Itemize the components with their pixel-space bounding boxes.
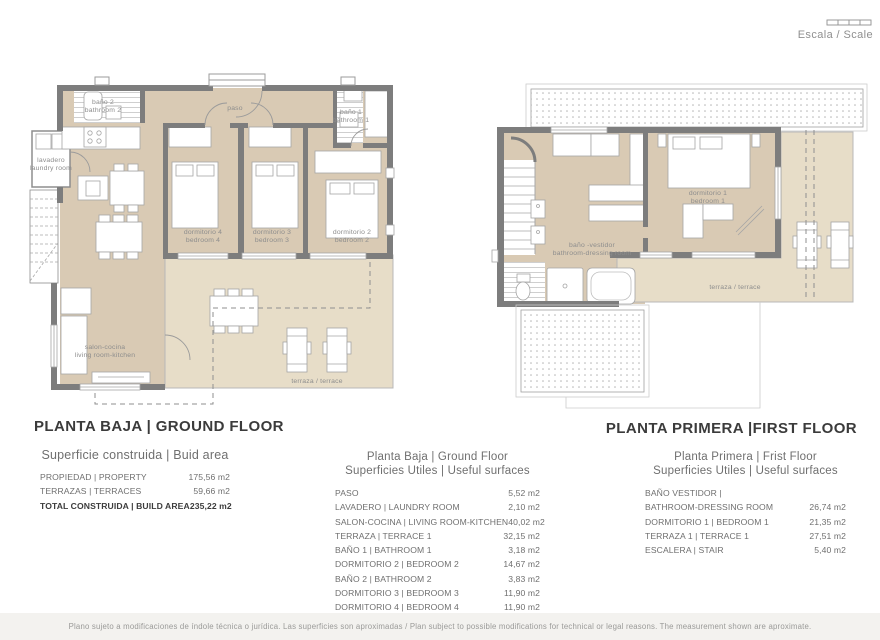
table-row: BAÑO 1 | BATHROOM 1 3,18 m2 bbox=[335, 545, 540, 556]
table-row: BAÑO 2 | BATHROOM 2 3,83 m2 bbox=[335, 573, 540, 584]
table-row: DORMITORIO 3 | BEDROOM 3 11,90 m2 bbox=[335, 588, 540, 599]
room-label-bedroom2: dormitorio 2 bedroom 2 bbox=[332, 229, 372, 244]
footer-disclaimer: Plano sujeto a modificaciones de índole técnica o jurídica. Las superficies son aproximadas / Plan subject to possible modifications for technical or legal reasons. The measurement shown are aproximate. bbox=[68, 622, 812, 631]
table-row: TERRAZA | TERRACE 1 32,15 m2 bbox=[335, 530, 540, 541]
room-label-bath-dressing: baño -vestidor bathroom-dressing room bbox=[552, 242, 632, 257]
build-area-table bbox=[40, 448, 230, 513]
first-floor-title: PLANTA PRIMERA |FIRST FLOOR bbox=[605, 420, 857, 437]
gf-table-title-line1: Planta Baja | Ground Floor bbox=[366, 451, 509, 463]
room-label-gf-terrace: terraza / terrace bbox=[291, 378, 343, 385]
table-row: TERRAZA 1 | TERRACE 1 27,51 m2 bbox=[645, 530, 846, 541]
table-row: ESCALERA | STAIR 5,40 m2 bbox=[645, 545, 846, 556]
first-floor-bath bbox=[503, 262, 635, 304]
room-label-living: salon-cocina living room-kitchen bbox=[74, 344, 136, 359]
table-row: LAVADERO | LAUNDRY ROOM 2,10 m2 bbox=[335, 502, 540, 513]
room-label-paso: paso bbox=[227, 105, 243, 112]
table-row: DORMITORIO 2 | BEDROOM 2 14,67 m2 bbox=[335, 559, 540, 570]
room-label-laundry: lavadero laundry room bbox=[29, 157, 73, 172]
table-row: TERRAZAS | TERRACES 59,66 m2 bbox=[40, 486, 230, 497]
room-label-bedroom4: dormitorio 4 bedroom 4 bbox=[183, 229, 223, 244]
table-row: PASO 5,52 m2 bbox=[335, 488, 540, 498]
ff-table-title-line1: Planta Primera | Frist Floor bbox=[674, 451, 817, 463]
table-row: BAÑO VESTIDOR | bbox=[645, 488, 722, 498]
room-label-bathroom2: baño 2 bathroom 2 bbox=[84, 99, 122, 114]
table-row: SALON-COCINA | LIVING ROOM-KITCHEN 40,02 m2 bbox=[335, 516, 545, 527]
ff-table-title-line2: Superficies Utiles | Useful surfaces bbox=[653, 465, 838, 477]
first-floor-plan-drawing bbox=[492, 84, 867, 408]
table-row: DORMITORIO 1 | BEDROOM 1 21,35 m2 bbox=[645, 516, 846, 527]
table-row: BATHROOM-DRESSING ROOM 26,74 m2 bbox=[645, 502, 846, 513]
ground-floor-entrance bbox=[95, 74, 355, 86]
room-label-bedroom3: dormitorio 3 bedroom 3 bbox=[252, 229, 292, 244]
ground-floor-stairs bbox=[30, 190, 58, 283]
first-floor-dotted-roof bbox=[521, 310, 644, 392]
room-label-ff-terrace: terraza / terrace bbox=[709, 284, 761, 291]
build-area-table-title: Superficie construida | Buid area bbox=[41, 448, 229, 462]
first-floor-surfaces-table bbox=[645, 450, 846, 557]
table-row: TOTAL CONSTRUIDA | BUILD AREA 235,22 m2 bbox=[40, 500, 232, 511]
room-label-bathroom1: baño 1 bathroom 1 bbox=[332, 109, 370, 124]
ground-floor-title: PLANTA BAJA | GROUND FLOOR bbox=[34, 418, 284, 435]
table-row: DORMITORIO 4 | BEDROOM 4 11,90 m2 bbox=[335, 602, 540, 613]
scale-bar bbox=[827, 20, 871, 25]
gf-table-title-line2: Superficies Utiles | Useful surfaces bbox=[345, 465, 530, 477]
scale-label: Escala / Scale bbox=[797, 29, 873, 41]
ground-floor-surfaces-table bbox=[335, 450, 545, 615]
table-row: PROPIEDAD | PROPERTY 175,56 m2 bbox=[40, 472, 230, 482]
room-label-bedroom1: dormitorio 1 bedroom 1 bbox=[688, 190, 728, 205]
